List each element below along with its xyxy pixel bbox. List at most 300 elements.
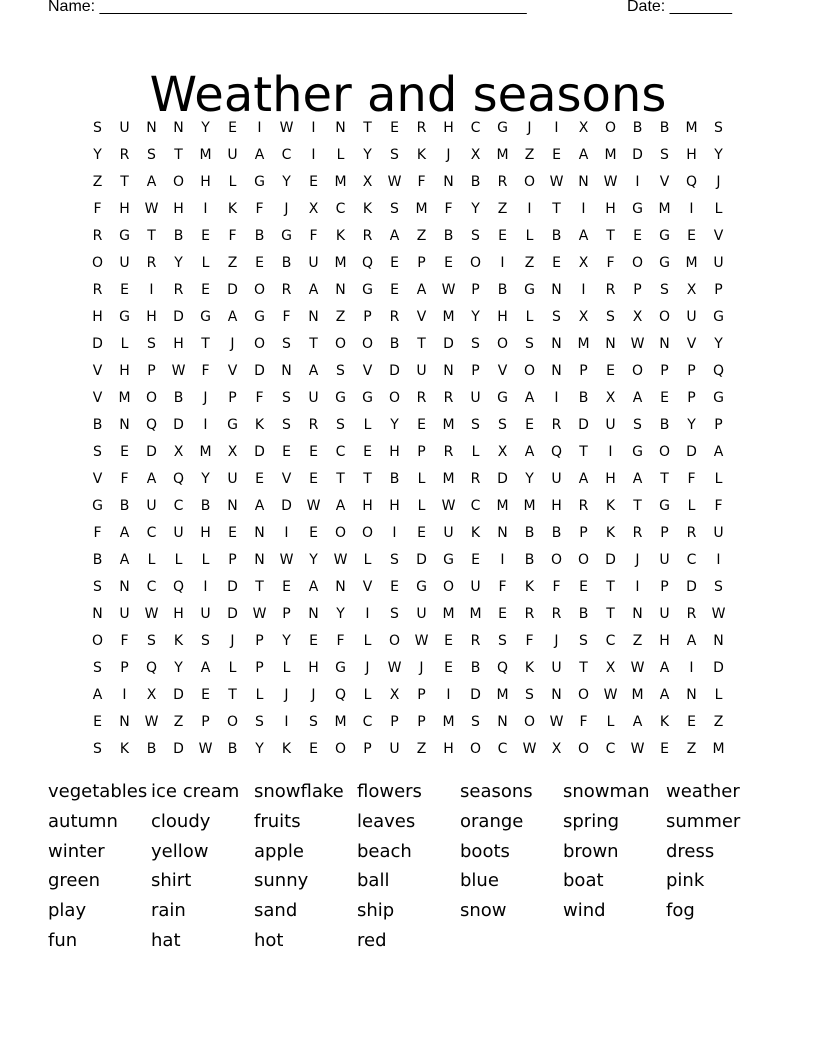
grid-letter[interactable]: H [200, 524, 211, 541]
grid-letter[interactable]: O [442, 578, 455, 595]
grid-letter[interactable]: R [416, 119, 427, 136]
grid-letter[interactable]: O [388, 632, 401, 649]
grid-letter[interactable]: R [470, 632, 481, 649]
grid-letter[interactable]: U [119, 605, 130, 622]
grid-letter[interactable]: W [144, 200, 159, 217]
grid-letter[interactable]: N [92, 605, 103, 622]
grid-letter[interactable]: B [524, 524, 535, 541]
grid-letter[interactable]: O [631, 254, 644, 271]
grid-letter[interactable]: M [199, 443, 212, 460]
grid-letter[interactable]: H [173, 335, 184, 352]
grid-letter[interactable]: B [443, 227, 454, 244]
grid-letter[interactable]: Q [685, 173, 698, 190]
grid-letter[interactable]: Z [686, 740, 697, 757]
grid-letter[interactable]: S [282, 335, 291, 352]
grid-letter[interactable]: K [605, 524, 616, 541]
grid-letter[interactable]: U [713, 524, 724, 541]
grid-letter[interactable]: M [658, 200, 671, 217]
grid-letter[interactable]: W [549, 713, 564, 730]
grid-letter[interactable]: A [146, 470, 157, 487]
grid-letter[interactable]: L [525, 227, 534, 244]
grid-letter[interactable]: M [469, 605, 482, 622]
grid-letter[interactable]: U [470, 389, 481, 406]
grid-letter[interactable]: E [633, 227, 642, 244]
grid-letter[interactable]: A [686, 632, 697, 649]
grid-letter[interactable]: V [92, 389, 103, 406]
grid-letter[interactable]: M [496, 146, 509, 163]
grid-letter[interactable]: O [172, 173, 185, 190]
grid-letter[interactable]: W [387, 173, 402, 190]
grid-letter[interactable]: B [497, 281, 508, 298]
grid-letter[interactable]: O [577, 551, 590, 568]
grid-letter[interactable]: C [470, 119, 481, 136]
grid-letter[interactable]: E [552, 254, 561, 271]
grid-letter[interactable]: E [363, 443, 372, 460]
grid-letter[interactable]: L [255, 686, 264, 703]
date-field[interactable]: Date: _______ [627, 0, 732, 15]
grid-letter[interactable]: D [254, 362, 265, 379]
grid-letter[interactable]: O [604, 119, 617, 136]
grid-letter[interactable]: W [630, 335, 645, 352]
grid-letter[interactable]: B [524, 551, 535, 568]
grid-letter[interactable]: A [659, 686, 670, 703]
grid-letter[interactable]: E [471, 551, 480, 568]
grid-letter[interactable]: F [714, 497, 723, 514]
grid-letter[interactable]: S [93, 578, 102, 595]
grid-letter[interactable]: C [686, 551, 697, 568]
grid-letter[interactable]: W [171, 362, 186, 379]
grid-letter[interactable]: D [389, 362, 400, 379]
grid-letter[interactable]: D [173, 416, 184, 433]
grid-letter[interactable]: L [363, 416, 372, 433]
grid-letter[interactable]: P [687, 362, 696, 379]
grid-letter[interactable]: N [254, 524, 265, 541]
grid-letter[interactable]: U [308, 389, 319, 406]
grid-letter[interactable]: U [227, 146, 238, 163]
grid-letter[interactable]: V [416, 308, 427, 325]
grid-letter[interactable]: G [281, 227, 292, 244]
grid-letter[interactable]: N [605, 335, 616, 352]
grid-letter[interactable]: S [552, 308, 561, 325]
grid-letter[interactable]: I [500, 254, 505, 271]
grid-letter[interactable]: E [309, 740, 318, 757]
grid-letter[interactable]: E [606, 362, 615, 379]
grid-letter[interactable]: L [714, 200, 723, 217]
grid-letter[interactable]: O [550, 551, 563, 568]
grid-letter[interactable]: J [284, 200, 289, 217]
grid-letter[interactable]: I [689, 200, 694, 217]
grid-letter[interactable]: R [119, 146, 130, 163]
grid-letter[interactable]: X [470, 146, 481, 163]
grid-letter[interactable]: I [500, 551, 505, 568]
grid-letter[interactable]: Y [174, 659, 183, 676]
grid-letter[interactable]: E [309, 173, 318, 190]
grid-letter[interactable]: L [228, 173, 237, 190]
grid-letter[interactable]: O [658, 443, 671, 460]
grid-letter[interactable]: O [631, 362, 644, 379]
grid-letter[interactable]: U [659, 605, 670, 622]
grid-letter[interactable]: N [578, 173, 589, 190]
grid-letter[interactable]: E [201, 227, 210, 244]
grid-letter[interactable]: N [173, 119, 184, 136]
grid-letter[interactable]: X [497, 443, 508, 460]
grid-letter[interactable]: I [203, 200, 208, 217]
grid-letter[interactable]: M [334, 173, 347, 190]
grid-letter[interactable]: Q [712, 362, 725, 379]
grid-letter[interactable]: O [577, 686, 590, 703]
grid-letter[interactable]: O [496, 335, 509, 352]
grid-letter[interactable]: B [146, 740, 157, 757]
grid-letter[interactable]: G [632, 200, 643, 217]
grid-letter[interactable]: D [227, 281, 238, 298]
grid-letter[interactable]: C [605, 632, 616, 649]
grid-letter[interactable]: F [201, 362, 210, 379]
grid-letter[interactable]: E [93, 713, 102, 730]
grid-letter[interactable]: S [390, 605, 399, 622]
grid-letter[interactable]: V [362, 362, 373, 379]
grid-letter[interactable]: H [443, 740, 454, 757]
grid-letter[interactable]: X [227, 443, 238, 460]
grid-letter[interactable]: M [442, 713, 455, 730]
grid-letter[interactable]: F [444, 200, 453, 217]
grid-letter[interactable]: W [144, 605, 159, 622]
grid-letter[interactable]: G [443, 551, 454, 568]
grid-letter[interactable]: O [361, 524, 374, 541]
grid-letter[interactable]: W [333, 551, 348, 568]
grid-letter[interactable]: O [523, 362, 536, 379]
grid-letter[interactable]: Y [687, 416, 696, 433]
grid-letter[interactable]: D [470, 686, 481, 703]
grid-letter[interactable]: J [230, 632, 235, 649]
grid-letter[interactable]: L [714, 686, 723, 703]
grid-letter[interactable]: G [335, 659, 346, 676]
grid-letter[interactable]: G [119, 227, 130, 244]
grid-letter[interactable]: D [497, 470, 508, 487]
grid-letter[interactable]: N [497, 713, 508, 730]
grid-letter[interactable]: B [470, 659, 481, 676]
grid-letter[interactable]: E [309, 443, 318, 460]
grid-letter[interactable]: N [119, 578, 130, 595]
grid-letter[interactable]: Q [550, 443, 563, 460]
grid-letter[interactable]: Y [363, 146, 372, 163]
grid-letter[interactable]: W [279, 119, 294, 136]
grid-letter[interactable]: G [200, 308, 211, 325]
grid-letter[interactable]: N [551, 362, 562, 379]
grid-letter[interactable]: S [309, 713, 318, 730]
grid-letter[interactable]: Z [173, 713, 184, 730]
grid-letter[interactable]: X [173, 443, 184, 460]
grid-letter[interactable]: Y [174, 254, 183, 271]
grid-letter[interactable]: E [201, 686, 210, 703]
grid-letter[interactable]: L [525, 308, 534, 325]
grid-letter[interactable]: G [497, 119, 508, 136]
grid-letter[interactable]: O [469, 740, 482, 757]
grid-letter[interactable]: J [365, 659, 370, 676]
grid-letter[interactable]: U [227, 470, 238, 487]
grid-letter[interactable]: W [711, 605, 726, 622]
grid-letter[interactable]: H [443, 119, 454, 136]
grid-letter[interactable]: N [281, 362, 292, 379]
grid-letter[interactable]: M [631, 686, 644, 703]
grid-letter[interactable]: P [282, 605, 291, 622]
grid-letter[interactable]: O [253, 281, 266, 298]
grid-letter[interactable]: C [146, 524, 157, 541]
grid-letter[interactable]: X [389, 686, 400, 703]
grid-letter[interactable]: D [227, 578, 238, 595]
grid-letter[interactable]: K [362, 200, 373, 217]
grid-letter[interactable]: N [146, 119, 157, 136]
grid-letter[interactable]: D [281, 497, 292, 514]
grid-letter[interactable]: T [606, 605, 615, 622]
grid-letter[interactable]: F [120, 632, 129, 649]
grid-letter[interactable]: O [91, 254, 104, 271]
grid-letter[interactable]: T [363, 119, 372, 136]
grid-letter[interactable]: K [119, 740, 130, 757]
grid-letter[interactable]: T [579, 659, 588, 676]
grid-letter[interactable]: N [551, 281, 562, 298]
grid-letter[interactable]: Y [390, 416, 399, 433]
grid-letter[interactable]: X [605, 389, 616, 406]
grid-letter[interactable]: A [632, 470, 643, 487]
grid-letter[interactable]: D [92, 335, 103, 352]
grid-letter[interactable]: K [605, 497, 616, 514]
grid-letter[interactable]: R [605, 281, 616, 298]
grid-letter[interactable]: P [417, 254, 426, 271]
grid-letter[interactable]: N [686, 686, 697, 703]
grid-letter[interactable]: E [417, 416, 426, 433]
grid-letter[interactable]: U [659, 551, 670, 568]
grid-letter[interactable]: S [633, 416, 642, 433]
grid-letter[interactable]: S [471, 713, 480, 730]
grid-letter[interactable]: H [119, 362, 130, 379]
grid-letter[interactable]: U [173, 524, 184, 541]
grid-letter[interactable]: P [633, 281, 642, 298]
grid-letter[interactable]: D [578, 416, 589, 433]
grid-letter[interactable]: M [496, 497, 509, 514]
grid-letter[interactable]: H [659, 632, 670, 649]
grid-letter[interactable]: B [659, 416, 670, 433]
grid-letter[interactable]: W [522, 740, 537, 757]
grid-letter[interactable]: X [578, 119, 589, 136]
grid-letter[interactable]: P [120, 659, 129, 676]
grid-letter[interactable]: K [470, 524, 481, 541]
grid-letter[interactable]: S [93, 659, 102, 676]
grid-letter[interactable]: O [91, 632, 104, 649]
grid-letter[interactable]: Q [145, 659, 158, 676]
grid-letter[interactable]: R [578, 497, 589, 514]
grid-letter[interactable]: P [471, 281, 480, 298]
grid-letter[interactable]: E [255, 254, 264, 271]
grid-letter[interactable]: W [630, 659, 645, 676]
grid-letter[interactable]: B [551, 227, 562, 244]
grid-letter[interactable]: A [146, 173, 157, 190]
grid-letter[interactable]: I [554, 119, 559, 136]
grid-letter[interactable]: K [659, 713, 670, 730]
grid-letter[interactable]: H [308, 659, 319, 676]
grid-letter[interactable]: T [552, 200, 561, 217]
grid-letter[interactable]: V [362, 578, 373, 595]
grid-letter[interactable]: C [362, 713, 373, 730]
grid-letter[interactable]: M [604, 146, 617, 163]
grid-letter[interactable]: A [524, 389, 535, 406]
grid-letter[interactable]: A [389, 227, 400, 244]
grid-letter[interactable]: F [336, 632, 345, 649]
grid-letter[interactable]: D [632, 146, 643, 163]
grid-letter[interactable]: U [200, 605, 211, 622]
grid-letter[interactable]: U [389, 740, 400, 757]
grid-letter[interactable]: E [282, 443, 291, 460]
grid-letter[interactable]: S [336, 416, 345, 433]
grid-letter[interactable]: R [92, 227, 103, 244]
grid-letter[interactable]: T [147, 227, 156, 244]
grid-letter[interactable]: K [281, 740, 292, 757]
grid-letter[interactable]: N [551, 335, 562, 352]
grid-letter[interactable]: P [255, 632, 264, 649]
grid-letter[interactable]: B [227, 740, 238, 757]
grid-letter[interactable]: P [417, 686, 426, 703]
grid-letter[interactable]: M [199, 146, 212, 163]
grid-letter[interactable]: P [363, 308, 372, 325]
grid-letter[interactable]: A [308, 578, 319, 595]
grid-letter[interactable]: M [712, 740, 725, 757]
grid-letter[interactable]: I [365, 605, 370, 622]
grid-letter[interactable]: A [254, 146, 265, 163]
grid-letter[interactable]: N [335, 578, 346, 595]
grid-letter[interactable]: F [93, 200, 102, 217]
grid-letter[interactable]: W [603, 686, 618, 703]
grid-letter[interactable]: P [579, 524, 588, 541]
grid-letter[interactable]: W [441, 281, 456, 298]
grid-letter[interactable]: I [284, 524, 289, 541]
grid-letter[interactable]: N [335, 119, 346, 136]
grid-letter[interactable]: A [335, 497, 346, 514]
grid-letter[interactable]: S [660, 146, 669, 163]
grid-letter[interactable]: L [336, 146, 345, 163]
grid-letter[interactable]: R [362, 227, 373, 244]
grid-letter[interactable]: M [442, 470, 455, 487]
grid-letter[interactable]: D [173, 308, 184, 325]
grid-letter[interactable]: Z [497, 200, 508, 217]
grid-letter[interactable]: G [362, 281, 373, 298]
grid-letter[interactable]: Y [714, 146, 723, 163]
grid-letter[interactable]: K [173, 632, 184, 649]
grid-letter[interactable]: I [716, 551, 721, 568]
grid-letter[interactable]: E [498, 605, 507, 622]
grid-letter[interactable]: M [577, 335, 590, 352]
grid-letter[interactable]: P [417, 443, 426, 460]
grid-letter[interactable]: S [147, 335, 156, 352]
grid-letter[interactable]: P [714, 416, 723, 433]
grid-letter[interactable]: X [308, 200, 319, 217]
grid-letter[interactable]: J [716, 173, 721, 190]
grid-letter[interactable]: K [335, 227, 346, 244]
grid-letter[interactable]: S [471, 335, 480, 352]
grid-letter[interactable]: O [145, 389, 158, 406]
grid-letter[interactable]: B [632, 119, 643, 136]
grid-letter[interactable]: P [228, 389, 237, 406]
grid-letter[interactable]: R [470, 470, 481, 487]
grid-letter[interactable]: E [579, 578, 588, 595]
grid-letter[interactable]: P [147, 362, 156, 379]
grid-letter[interactable]: A [200, 659, 211, 676]
grid-letter[interactable]: H [497, 308, 508, 325]
grid-letter[interactable]: Y [471, 200, 480, 217]
grid-letter[interactable]: H [119, 200, 130, 217]
grid-letter[interactable]: E [228, 524, 237, 541]
grid-letter[interactable]: B [470, 173, 481, 190]
grid-letter[interactable]: R [443, 389, 454, 406]
grid-letter[interactable]: O [469, 254, 482, 271]
grid-letter[interactable]: N [551, 686, 562, 703]
grid-letter[interactable]: I [149, 281, 154, 298]
grid-letter[interactable]: A [227, 308, 238, 325]
grid-letter[interactable]: E [120, 443, 129, 460]
grid-letter[interactable]: I [635, 578, 640, 595]
grid-letter[interactable]: S [525, 686, 534, 703]
grid-letter[interactable]: E [498, 227, 507, 244]
grid-letter[interactable]: T [228, 686, 237, 703]
grid-letter[interactable]: L [687, 497, 696, 514]
grid-letter[interactable]: R [281, 281, 292, 298]
grid-letter[interactable]: N [308, 605, 319, 622]
grid-letter[interactable]: L [174, 551, 183, 568]
grid-letter[interactable]: X [632, 308, 643, 325]
grid-letter[interactable]: A [632, 713, 643, 730]
grid-letter[interactable]: U [119, 254, 130, 271]
grid-letter[interactable]: V [659, 173, 670, 190]
grid-letter[interactable]: S [147, 632, 156, 649]
grid-letter[interactable]: E [390, 281, 399, 298]
grid-letter[interactable]: O [658, 308, 671, 325]
grid-letter[interactable]: H [173, 605, 184, 622]
grid-letter[interactable]: L [363, 551, 372, 568]
grid-letter[interactable]: C [335, 443, 346, 460]
grid-letter[interactable]: B [254, 227, 265, 244]
grid-letter[interactable]: S [660, 281, 669, 298]
grid-letter[interactable]: X [362, 173, 373, 190]
grid-letter[interactable]: X [605, 659, 616, 676]
grid-letter[interactable]: W [414, 632, 429, 649]
grid-letter[interactable]: I [689, 659, 694, 676]
grid-letter[interactable]: P [201, 713, 210, 730]
grid-letter[interactable]: U [119, 119, 130, 136]
grid-letter[interactable]: I [257, 119, 262, 136]
grid-letter[interactable]: G [416, 578, 427, 595]
grid-letter[interactable]: O [361, 335, 374, 352]
grid-letter[interactable]: T [201, 335, 210, 352]
grid-letter[interactable]: M [415, 200, 428, 217]
grid-letter[interactable]: K [227, 200, 238, 217]
grid-letter[interactable]: S [498, 632, 507, 649]
grid-letter[interactable]: W [144, 713, 159, 730]
grid-letter[interactable]: Y [714, 335, 723, 352]
grid-letter[interactable]: U [416, 362, 427, 379]
grid-letter[interactable]: Y [201, 119, 210, 136]
grid-letter[interactable]: R [686, 605, 697, 622]
grid-letter[interactable]: E [228, 119, 237, 136]
grid-letter[interactable]: L [606, 713, 615, 730]
grid-letter[interactable]: U [308, 254, 319, 271]
grid-letter[interactable]: S [498, 416, 507, 433]
grid-letter[interactable]: H [551, 497, 562, 514]
grid-letter[interactable]: J [635, 551, 640, 568]
grid-letter[interactable]: I [527, 200, 532, 217]
grid-letter[interactable]: D [146, 443, 157, 460]
grid-letter[interactable]: E [390, 578, 399, 595]
grid-letter[interactable]: F [552, 578, 561, 595]
grid-letter[interactable]: P [228, 551, 237, 568]
grid-letter[interactable]: Z [416, 740, 427, 757]
